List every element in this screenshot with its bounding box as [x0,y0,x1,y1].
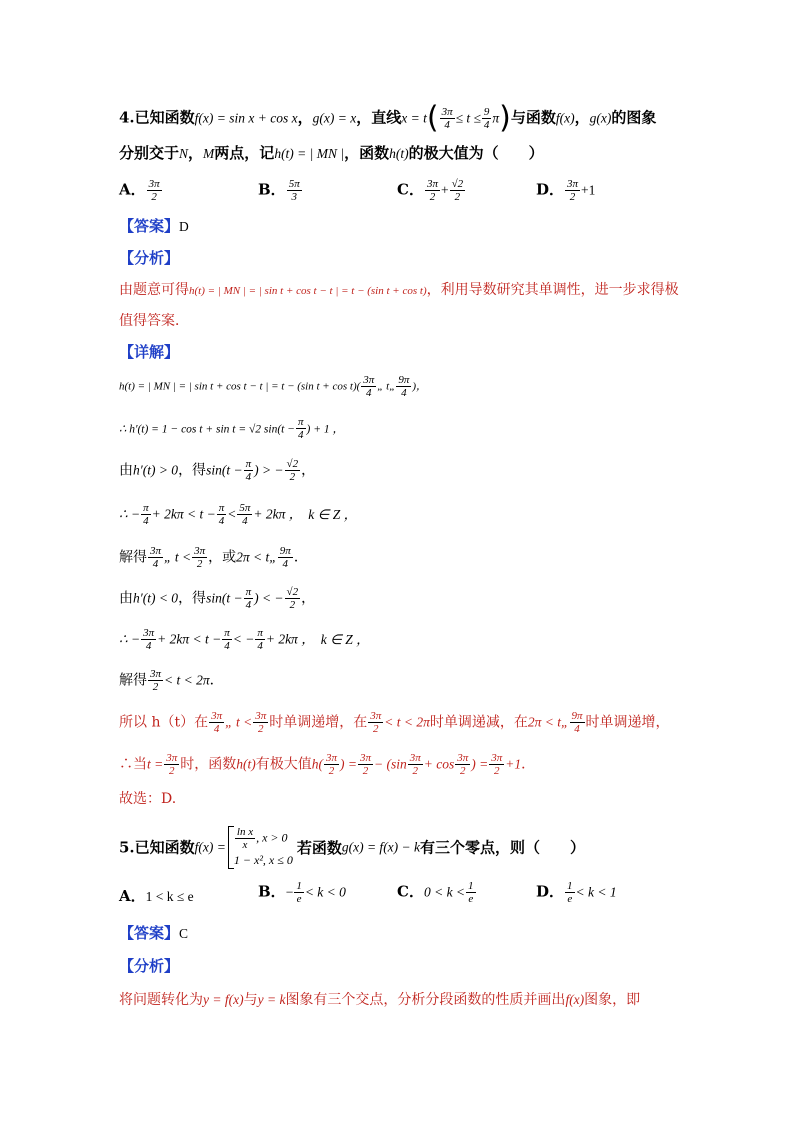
expr: < t < 2π [164,672,210,688]
q5-option-c [397,880,477,905]
q4-line-eq: x = t [401,110,427,126]
q4-stem-text: 与函数 [510,108,556,127]
expr: h( [311,756,324,772]
expr: + 2kπ ， [265,631,315,647]
expr: h(t) [236,756,256,772]
paren-right: ) [499,100,511,136]
q4-stem-line2 [119,143,544,164]
analysis-formula: h(t) = | MN | = | sin t + cos t − t | = t − (sin t + cos t) [189,285,427,297]
frac: $\frac{\pi}{4}$ [218,502,225,527]
frac: $\frac{\pi}{4}$ [257,627,263,652]
q4-stem-text: ，函数 [344,144,390,162]
frac: $\frac{3\pi}{4}$ [211,710,223,735]
frac: $\frac{√2}{2}$ [286,458,299,483]
option-expr: 1 < k ≤ e [145,889,194,904]
punct: ． [293,549,308,566]
ht: h(t) [389,146,409,161]
q5-fx: f(x) = [194,839,226,855]
expr: h′(t) > 0 [133,462,179,478]
analysis-text: 由题意可得 [119,282,189,298]
frac: $\frac{9\pi}{4}$ [398,374,410,399]
detail-label: 【详解】 [119,343,180,361]
expr: + 2kπ < t − [151,506,216,522]
expr: ∴ − [119,506,141,522]
q5-analysis-line1 [119,990,640,1010]
expr: + 2kπ ， [253,506,303,522]
punct: ， [301,462,316,479]
option-label: A． [119,180,146,199]
punct: ， [297,108,313,127]
expr: < t < 2π [384,714,430,730]
text: 时，函数 [180,756,237,773]
option-label: B． [258,180,286,199]
frac: $\frac{3\pi}{4}$ [441,106,453,131]
q4-detail-label [119,342,179,363]
expr: +1 [505,756,522,772]
expr: „ t < [225,714,253,730]
analysis-text: ，利用导数研究其单调性，进一步求得极 [426,282,679,298]
expr: + cos [423,756,455,772]
expr: )， [412,380,428,393]
q5-analysis-label [119,956,179,977]
punct: ， [301,590,316,607]
frac: $\frac{\pi}{4}$ [298,416,304,441]
detail-line-2 [119,416,344,441]
plus-one: +1 [581,182,596,198]
frac: $\frac{1}{e}$ [567,880,573,905]
frac: $\frac{3\pi}{2}$ [567,178,579,203]
frac: $\frac{3\pi}{2}$ [491,752,503,777]
q5-stem [119,826,585,869]
q4-gx: g(x) = x [312,110,357,126]
point-n: N [179,146,189,161]
answer-label: 【答案】 [119,924,180,942]
text: ，或 [208,549,237,566]
punct: ， [574,108,590,127]
expr: „ t < [164,549,192,565]
frac: $\frac{\pi}{4}$ [224,627,230,652]
frac: $\frac{\text{ln x}}{x}$ [236,826,254,851]
detail-line-5 [119,545,308,570]
analysis-text: 图象有三个交点，分析分段函数的性质并画出 [285,992,566,1008]
q4-fx2: f(x) [555,110,575,126]
paren-left: ( [426,100,439,136]
choose-text: 故选：D. [119,791,177,807]
q5-answer [119,923,188,944]
frac: $\frac{√2}{2}$ [286,586,299,611]
text: 解得 [119,549,147,566]
expr: y = k [257,992,286,1007]
expr: ) > − [254,462,284,478]
expr: − (sin [374,756,407,772]
q4-stem-text: 4.已知函数 [119,108,195,127]
frac: $\frac{3\pi}{4}$ [143,627,155,652]
detail-line-4 [119,502,357,527]
expr: k ∈ Z ， [320,631,370,647]
q4-stem-text: ，直线 [356,108,402,127]
q5-stem-text: 有三个零点，则（ ） [420,838,586,857]
expr: h′(t) < 0 [133,590,179,606]
frac: $\frac{\pi}{4}$ [245,458,252,483]
detail-line-8 [119,668,224,693]
frac: $\frac{3\pi}{2}$ [326,752,338,777]
q4-choose [119,789,176,809]
answer-label: 【答案】 [119,217,180,235]
expr: ) < − [254,590,284,606]
frac: $\frac{√2}{2}$ [451,178,464,203]
q5-option-a [119,886,194,907]
piece-2: 1 − x², x ≤ 0 [233,853,293,867]
option-label: C． [397,180,424,199]
q4-analysis-line2 [119,311,189,331]
q4-option-a [119,178,163,203]
expr: < − [232,631,255,647]
expr: t = [147,756,164,772]
text: ，得 [178,590,207,607]
range-mid: ≤ t ≤ [455,110,481,126]
frac: $\frac{3\pi}{2}$ [426,178,438,203]
text: 所以 h（t）在 [119,714,209,731]
detail-line-9 [119,710,670,735]
q4-answer [119,216,189,237]
text: 有极大值 [255,756,312,773]
frac: $\frac{3\pi}{2}$ [148,178,160,203]
q5-stem-text: 若函数 [296,838,342,857]
text: 时单调递减，在 [429,714,528,731]
option-label: C． [397,882,424,901]
text: 由 [119,462,133,479]
q5-option-d [536,880,617,905]
analysis-text: 图象，即 [584,992,641,1008]
frac: $\frac{3\pi}{2}$ [409,752,421,777]
frac: $\frac{\pi}{4}$ [245,586,252,611]
analysis-label: 【分析】 [119,957,180,975]
text: 时单调递增，在 [269,714,368,731]
frac: $\frac{1}{e}$ [296,880,302,905]
detail-line-1 [119,374,427,399]
expr: ∴ h′(t) = 1 − cos t + sin t = √2 sin(t − [119,423,296,436]
q4-stem-text: 分别交于 [119,144,180,162]
frac: $\frac{3\pi}{2}$ [255,710,267,735]
frac: $\frac{3\pi}{2}$ [457,752,469,777]
expr: ) = [340,756,358,772]
q4-stem-text: 的极大值为（ ） [408,144,544,162]
frac: $\frac{3\pi}{2}$ [166,752,178,777]
frac: $\frac{3\pi}{4}$ [363,374,375,399]
q4-stem-text: 两点，记 [214,144,275,162]
text: 由 [119,590,133,607]
q4-gx2: g(x) [589,110,612,126]
option-label: B． [258,882,286,901]
detail-line-7 [119,627,370,652]
frac: $\frac{9\pi}{4}$ [279,545,291,570]
expr: sin(t − [206,462,243,478]
analysis-label: 【分析】 [119,249,180,267]
plus: + [440,182,449,198]
q4-option-d [536,178,595,203]
punct: ． [209,672,224,689]
option-expr: 0 < k < [423,884,466,900]
analysis-text: 值得答案． [119,313,189,329]
cond: , x > 0 [256,830,288,845]
answer-value: D [179,219,189,234]
punct: ． [521,756,536,773]
piece-1 [234,826,293,851]
expr: ∴ − [119,631,141,647]
expr: h(t) = | MN | = | sin t + cos t − t | = t − (sin t + cos t)( [119,380,361,393]
frac: $\frac{3\pi}{2}$ [370,710,382,735]
piecewise-brace [226,826,293,869]
expr: 2π < t„ [236,549,277,565]
analysis-text: 与 [243,992,258,1008]
q4-analysis-label [119,248,179,269]
option-expr: − [285,884,294,900]
q4-analysis-line1 [119,280,679,301]
detail-line-6 [119,586,315,611]
option-label: A． [119,887,146,905]
option-expr: < k < 1 [575,884,617,900]
answer-value: C [179,926,189,941]
text: 解得 [119,672,147,689]
q4-stem-text: 的图象 [611,108,657,127]
punct: ， [188,144,204,162]
frac: $\frac{3\pi}{2}$ [150,668,162,693]
frac: $\frac{5\pi}{3}$ [288,178,300,203]
option-label: D． [536,882,565,901]
expr: < [227,506,237,522]
q5-option-b [258,880,346,905]
text: ，得 [178,462,207,479]
frac: $\frac{5\pi}{4}$ [239,502,251,527]
expr: „ t„ [377,380,396,393]
frac: $\frac{3\pi}{2}$ [360,752,372,777]
point-m: M [203,146,215,161]
analysis-text: 将问题转化为 [119,992,203,1008]
expr: k ∈ Z ， [308,506,358,522]
expr: + 2kπ < t − [157,631,222,647]
expr: y = f(x) [203,992,244,1007]
expr: 2π < t„ [527,714,569,730]
text: 时单调递增， [585,714,670,731]
frac: $\frac{9\pi}{4}$ [571,710,583,735]
h-def: h(t) = | MN | [274,146,345,161]
q4-option-c [397,178,466,203]
frac: $\frac{\pi}{4}$ [143,502,149,527]
detail-line-10 [119,752,535,777]
option-expr: < k < 0 [304,884,346,900]
q4-option-b [258,178,303,203]
expr: sin(t − [206,590,243,606]
q4-stem-line1 [119,100,657,136]
detail-line-3 [119,458,315,483]
text: ∴当 [119,756,147,773]
option-label: D． [536,180,565,199]
q4-fx: f(x) = sin x + cos x [194,110,298,126]
frac: $\frac{9}{4}$ [483,106,490,131]
frac: $\frac{3\pi}{2}$ [194,545,206,570]
expr: f(x) [565,992,585,1007]
frac: $\frac{1}{e}$ [468,880,474,905]
q5-stem-text: 5.已知函数 [119,838,195,857]
expr: ) + 1 ， [306,423,344,436]
q5-gx: g(x) = f(x) − k [341,839,421,855]
frac: $\frac{3\pi}{4}$ [150,545,162,570]
pi: π [492,110,500,126]
expr: ) = [471,756,489,772]
